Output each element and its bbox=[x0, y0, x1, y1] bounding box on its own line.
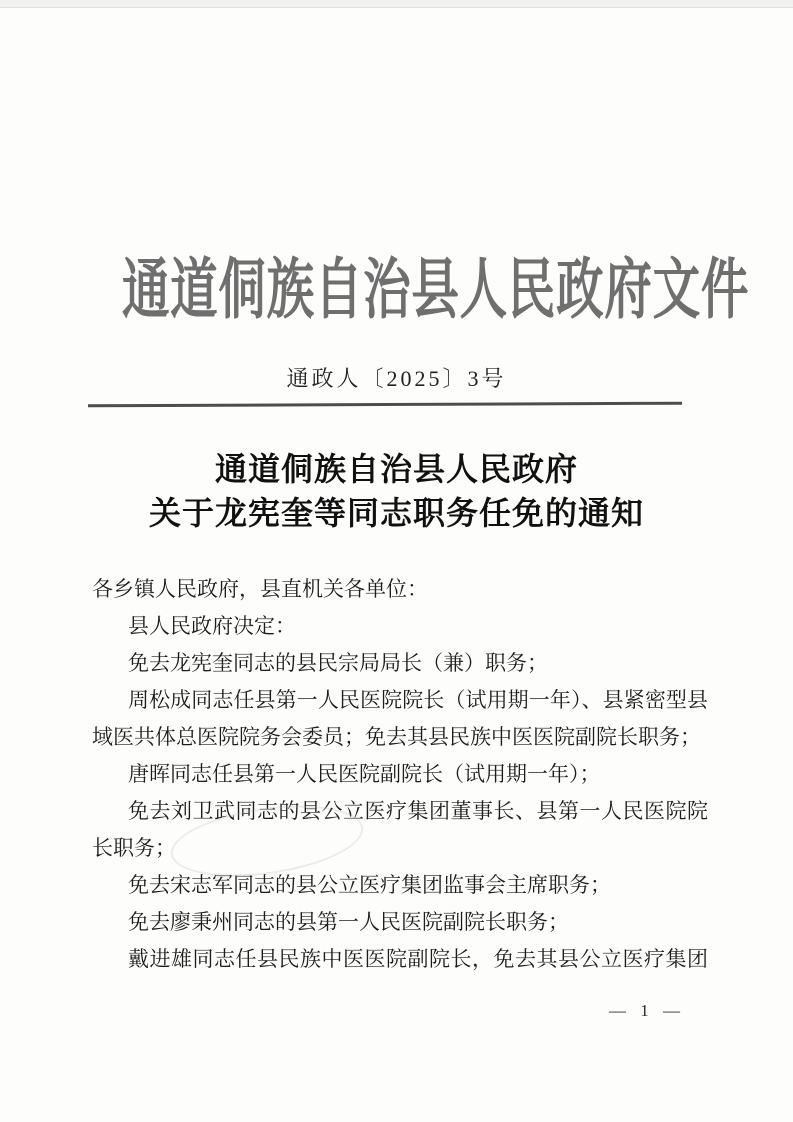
body-line: 戴进雄同志任县民族中医医院副院长，免去其县公立医疗集团 bbox=[128, 947, 708, 971]
body-line-salutation: 各乡镇人民政府，县直机关各单位： bbox=[92, 577, 428, 601]
body-line: 唐晖同志任县第一人民医院副院长（试用期一年）； bbox=[128, 762, 601, 786]
document-header bbox=[0, 236, 793, 331]
document-title-line-1: 通道侗族自治县人民政府 bbox=[214, 451, 578, 487]
body-line-decision: 县人民政府决定： bbox=[128, 614, 296, 638]
body-line: 免去宋志军同志的县公立医疗集团监事会主席职务； bbox=[128, 873, 611, 897]
document-title-line-2: 关于龙宪奎等同志职务任免的通知 bbox=[148, 495, 644, 531]
document-body bbox=[92, 571, 708, 978]
body-line: 免去廖秉州同志的县第一人民医院副院长职务； bbox=[128, 910, 569, 934]
agency-header-title: 通道侗族自治县人民政府文件 bbox=[121, 254, 750, 327]
body-line: 长职务； bbox=[92, 836, 176, 860]
header-rule bbox=[88, 402, 682, 408]
scan-top-edge bbox=[0, 0, 793, 8]
page-number: — 1 — bbox=[609, 1001, 685, 1020]
body-line: 免去刘卫武同志的县公立医疗集团董事长、县第一人民医院院 bbox=[128, 799, 708, 823]
document-number: 通政人〔2025〕3号 bbox=[286, 366, 507, 391]
document-title bbox=[0, 447, 793, 535]
body-line: 域医共体总医院院务会委员；免去其县民族中医医院副院长职务； bbox=[92, 725, 701, 749]
body-line: 周松成同志任县第一人民医院院长（试用期一年）、县紧密型县 bbox=[128, 688, 708, 712]
body-line: 免去龙宪奎同志的县民宗局局长（兼）职务； bbox=[128, 651, 548, 675]
